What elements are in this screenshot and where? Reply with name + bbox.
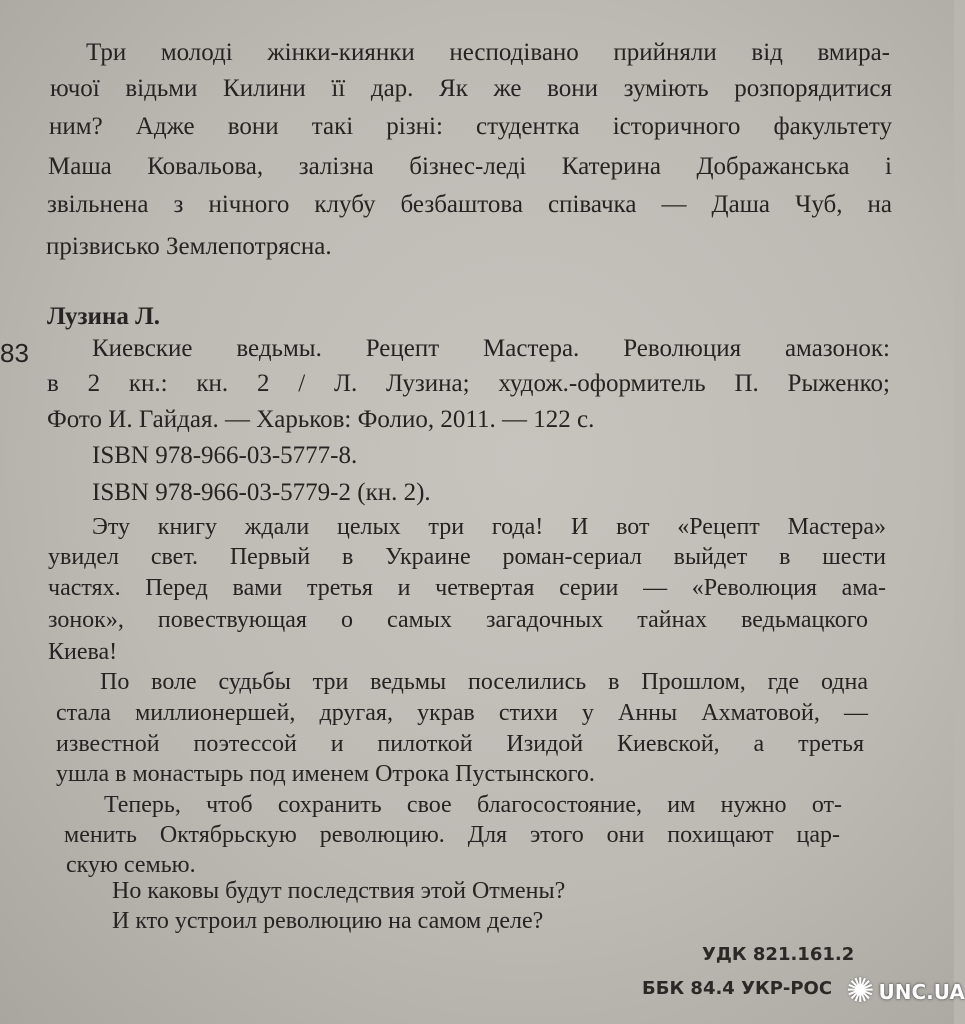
ru-line-1: Эту книгу ждали целых три года! И вот «Рецепт Мастера»	[92, 514, 886, 540]
ru-line-10: Теперь, чтоб сохранить свое благосостояние, им нужно от-	[104, 792, 842, 818]
ua-line-6: прізвисько Землепотрясна.	[46, 233, 332, 260]
ru-line-2: увидел свет. Первый в Украине роман-сериал выйдет в шести	[48, 544, 886, 570]
author-name: Лузина Л.	[47, 303, 160, 330]
ru-line-7: стала миллионершей, другая, украв стихи у Анны Ахматовой, —	[56, 700, 868, 726]
ua-line-2: ючої відьми Килини її дар. Як же вони зуміють розпорядитися	[50, 75, 892, 102]
ru-line-9: ушла в монастырь под именем Отрока Пустынского.	[56, 761, 595, 787]
ru-line-3: частях. Перед вами третья и четвертая серии — «Революция ама-	[48, 575, 886, 601]
ru-line-4: зонок», повествующая о самых загадочных тайнах ведьмацкого	[48, 607, 868, 633]
ru-line-11: менить Октябрьскую революцию. Для этого они похищают цар-	[64, 822, 840, 848]
starburst-icon: ✺	[846, 973, 875, 1010]
biblio-line-2: в 2 кн.: кн. 2 / Л. Лузина; худож.-оформитель П. Рыженко;	[47, 370, 890, 397]
biblio-line-3: Фото И. Гайдая. — Харьков: Фолио, 2011. — 122 с.	[47, 406, 595, 433]
bbk-code: ББК 84.4 УКР-РОС	[642, 978, 833, 999]
ru-line-13: Но каковы будут последствия этой Отмены?	[112, 878, 566, 904]
ua-line-1: Три молоді жінки-киянки несподівано прийняли від вмира-	[86, 39, 890, 66]
ru-line-8: известной поэтессой и пилоткой Изидой Киевской, а третья	[56, 731, 864, 757]
cropped-page-number: 83	[0, 338, 29, 368]
isbn-2: ISBN 978-966-03-5779-2 (кн. 2).	[92, 479, 431, 506]
ua-line-5: звільнена з нічного клубу безбаштова співачка — Даша Чуб, на	[47, 191, 892, 218]
ru-line-6: По воле судьбы три ведьмы поселились в Прошлом, где одна	[100, 669, 868, 695]
biblio-title-line: Киевские ведьмы. Рецепт Мастера. Революция амазонок:	[92, 335, 890, 362]
udk-code: УДК 821.161.2	[702, 944, 855, 965]
ru-line-12: скую семью.	[66, 852, 196, 878]
ua-line-4: Маша Ковальова, залізна бізнес-леді Катерина Дображанська і	[48, 153, 892, 180]
ua-line-3: ним? Адже вони такі різні: студентка історичного факультету	[49, 113, 892, 140]
isbn-1: ISBN 978-966-03-5777-8.	[92, 442, 358, 469]
ru-line-5: Киева!	[48, 639, 118, 665]
watermark-text: UNC.UA	[878, 980, 965, 1004]
site-watermark	[846, 970, 965, 1014]
ru-line-14: И кто устроил революцию на самом деле?	[112, 908, 544, 934]
